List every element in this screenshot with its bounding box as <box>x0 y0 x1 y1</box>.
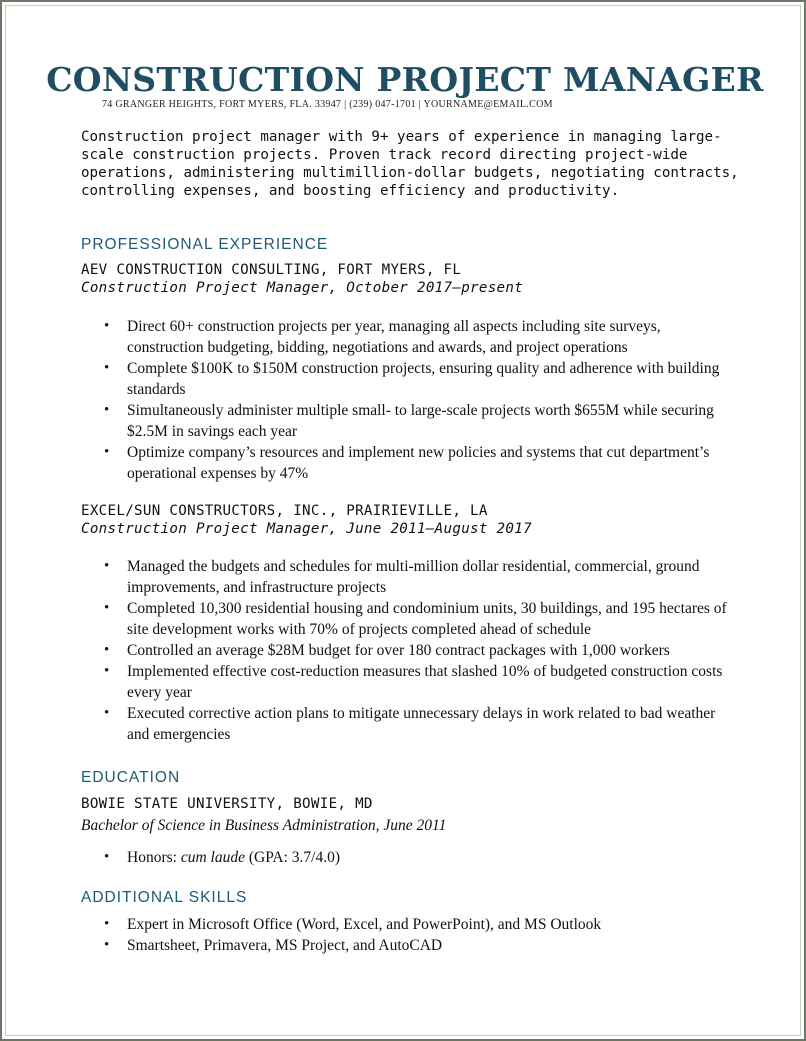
bullet-text: Direct 60+ construction projects per year, managing all aspects including site surveys, construction budgeting, bidding, negotiations and awards, and project operations <box>127 318 661 356</box>
bullet-dot-icon: • <box>104 663 110 679</box>
bullet-item <box>2 316 737 358</box>
bullet-item <box>2 556 737 598</box>
bullet-text: Expert in Microsoft Office (Word, Excel, and PowerPoint), and MS Outlook <box>127 916 602 933</box>
bullet-item <box>2 847 737 868</box>
bullet-text: Completed 10,300 residential housing and condominium units, 30 buildings, and 195 hectares of site development works with 70% of projects completed ahead of schedule <box>127 600 727 638</box>
bullet-dot-icon: • <box>104 705 110 721</box>
job-role: Construction Project Manager, October 2017–present <box>81 280 524 296</box>
job-role: Construction Project Manager, June 2011–August 2017 <box>81 521 532 537</box>
skills-bullets <box>2 914 806 956</box>
bullet-dot-icon: • <box>104 318 110 334</box>
job-bullets <box>2 556 806 745</box>
job-bullets <box>2 316 806 484</box>
bullet-text: Complete $100K to $150M construction projects, ensuring quality and adherence with building standards <box>127 360 720 398</box>
bullet-text: Executed corrective action plans to mitigate unnecessary delays in work related to bad weather and emergencies <box>127 705 716 743</box>
section-title-education: EDUCATION <box>81 769 181 786</box>
bullet-text: Managed the budgets and schedules for multi-million dollar residential, commercial, ground improvements, and infrastructure projects <box>127 558 700 596</box>
bullet-text: Simultaneously administer multiple small- to large-scale projects worth $655M while securing $2.5M in savings each year <box>127 402 714 440</box>
job-company: AEV CONSTRUCTION CONSULTING, FORT MYERS, FL <box>81 262 462 278</box>
bullet-item <box>2 598 737 640</box>
bullet-item <box>2 914 737 935</box>
bullet-dot-icon: • <box>104 849 110 865</box>
bullet-dot-icon: • <box>104 916 110 932</box>
bullet-dot-icon: • <box>104 444 110 460</box>
honors-value: cum laude <box>180 849 245 866</box>
bullet-dot-icon: • <box>104 600 110 616</box>
bullet-text: Controlled an average $28M budget for over 180 contract packages with 1,000 workers <box>127 642 670 659</box>
degree-line: Bachelor of Science in Business Administration, June 2011 <box>81 817 447 834</box>
bullet-item <box>2 703 737 745</box>
bullet-dot-icon: • <box>104 937 110 953</box>
bullet-text: Implemented effective cost-reduction measures that slashed 10% of budgeted construction costs every year <box>127 663 723 701</box>
bullet-item <box>2 442 737 484</box>
contact-line: 74 GRANGER HEIGHTS, FORT MYERS, FLA. 33947 | (239) 047-1701 | YOURNAME@EMAIL.COM <box>102 99 553 110</box>
bullet-dot-icon: • <box>104 402 110 418</box>
job-company: EXCEL/SUN CONSTRUCTORS, INC., PRAIRIEVILLE, LA <box>81 503 488 519</box>
section-title-skills: ADDITIONAL SKILLS <box>81 889 248 906</box>
bullet-dot-icon: • <box>104 642 110 658</box>
bullet-text: Optimize company’s resources and implement new policies and systems that cut department’s operational expenses by 47% <box>127 444 710 482</box>
bullet-dot-icon: • <box>104 558 110 574</box>
gpa-text: (GPA: 3.7/4.0) <box>248 849 340 866</box>
section-title-experience: PROFESSIONAL EXPERIENCE <box>81 236 329 253</box>
bullet-dot-icon: • <box>104 360 110 376</box>
bullet-text: Smartsheet, Primavera, MS Project, and AutoCAD <box>127 937 443 954</box>
candidate-name: CONSTRUCTION PROJECT MANAGER <box>46 60 764 99</box>
school-name: BOWIE STATE UNIVERSITY, BOWIE, MD <box>81 796 373 812</box>
education-bullets <box>2 847 806 868</box>
bullet-item <box>2 358 737 400</box>
summary-paragraph: Construction project manager with 9+ years of experience in managing large-scale construction projects. Proven track record directing project-wide operations, administering multimillion-dollar budgets, negotiating contracts, controlling expenses, and boosting efficiency and productivity. <box>81 129 739 199</box>
bullet-item <box>2 640 737 661</box>
bullet-item <box>2 935 737 956</box>
honors-label: Honors: <box>127 849 177 866</box>
bullet-item <box>2 661 737 703</box>
bullet-item <box>2 400 737 442</box>
